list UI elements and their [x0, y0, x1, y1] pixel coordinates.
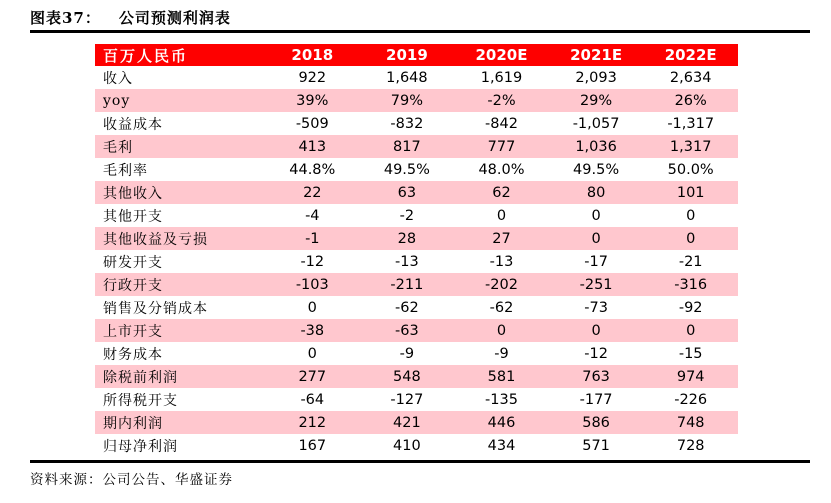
cell-value: 2,093 [575, 69, 617, 86]
cell-value: 0 [496, 322, 507, 339]
cell-value: 1,648 [386, 69, 428, 86]
row-label: 财务成本 [103, 346, 163, 363]
row-label: 上市开支 [103, 323, 163, 340]
cell-value: -62 [489, 299, 514, 316]
cell-value: -2 [399, 207, 415, 224]
cell-value: -73 [584, 299, 608, 316]
cell-value: -13 [395, 253, 419, 270]
cell-value: 48.0% [478, 161, 525, 178]
cell-value: 27 [492, 230, 511, 247]
cell-value: -1,317 [667, 115, 715, 132]
source-note [30, 468, 233, 488]
cell-value: 79% [390, 92, 423, 109]
cell-value: 421 [393, 414, 421, 431]
cell-value: -103 [295, 276, 329, 293]
cell-value: 167 [298, 437, 327, 454]
figure-number-label: 图表37： [30, 9, 101, 27]
table-row [95, 227, 738, 250]
cell-value: 728 [676, 437, 705, 454]
cell-value: 277 [298, 368, 327, 385]
cell-value: 26% [674, 92, 707, 109]
cell-value: -251 [579, 276, 613, 293]
row-label: 销售及分销成本 [103, 300, 208, 317]
cell-value: 817 [393, 138, 421, 155]
cell-value: 410 [393, 437, 421, 454]
cell-value: -62 [395, 299, 419, 316]
cell-value: 0 [591, 230, 601, 247]
cell-value: -12 [584, 345, 608, 362]
cell-value: -17 [584, 253, 608, 270]
bottom-rule [30, 460, 810, 463]
cell-value: 62 [492, 184, 511, 201]
cell-value: -12 [300, 253, 325, 270]
row-label: 收入 [103, 70, 133, 87]
table-row [95, 181, 738, 204]
row-label: 行政开支 [103, 277, 163, 294]
year-column-header: 2020E [454, 44, 549, 66]
row-label: 归母净利润 [103, 438, 178, 455]
cell-value: 434 [487, 437, 516, 454]
table-row [95, 158, 738, 181]
table-row [95, 135, 738, 158]
row-label: 期内利润 [103, 415, 163, 432]
cell-value: 763 [582, 368, 610, 385]
cell-value: 63 [397, 184, 417, 201]
source-prefix: 资料来源： [30, 472, 103, 488]
cell-value: -832 [390, 115, 424, 132]
cell-value: 29% [579, 92, 613, 109]
cell-value: 446 [487, 414, 516, 431]
table-row [95, 273, 738, 296]
table-row [95, 365, 738, 388]
figure-caption [30, 7, 231, 28]
table-header-row [95, 44, 738, 66]
year-column-header: 2021E [549, 44, 644, 66]
profit-forecast-table [95, 44, 738, 457]
table-row [95, 342, 738, 365]
cell-value: 586 [582, 414, 610, 431]
cell-value: -842 [485, 115, 518, 132]
cell-value: 0 [686, 207, 696, 224]
table-body [95, 66, 738, 457]
cell-value: -13 [489, 253, 514, 270]
cell-value: 0 [307, 299, 317, 316]
cell-value: -316 [674, 276, 708, 293]
figure-title: 公司预测利润表 [118, 9, 231, 27]
cell-value: 0 [591, 207, 601, 224]
cell-value: -9 [399, 345, 415, 362]
row-label: 其他收入 [103, 185, 163, 202]
cell-value: 581 [487, 368, 516, 385]
cell-value: -509 [295, 115, 329, 132]
cell-value: 2,634 [669, 69, 712, 86]
table-row [95, 250, 738, 273]
row-label: 所得税开支 [103, 392, 178, 409]
row-label: 其他收益及亏损 [103, 231, 208, 248]
cell-value: -211 [390, 276, 424, 293]
table-row [95, 204, 738, 227]
cell-value: -1,057 [572, 115, 620, 132]
table-row [95, 112, 738, 135]
cell-value: 413 [298, 138, 327, 155]
row-label: 毛利率 [103, 162, 148, 179]
cell-value: 44.8% [289, 161, 336, 178]
cell-value: -1 [305, 230, 320, 247]
row-label: 毛利 [103, 139, 133, 156]
cell-value: -177 [579, 391, 613, 408]
cell-value: -226 [674, 391, 708, 408]
row-label: 收益成本 [103, 116, 163, 133]
cell-value: -9 [494, 345, 509, 362]
cell-value: 748 [676, 414, 705, 431]
cell-value: 1,036 [575, 138, 617, 155]
year-column-header: 2022E [643, 44, 738, 66]
unit-column-header: 百万人民币 [95, 44, 265, 66]
cell-value: 0 [686, 230, 696, 247]
cell-value: -2% [487, 92, 516, 109]
cell-value: -135 [485, 391, 518, 408]
cell-value: 777 [487, 138, 516, 155]
cell-value: -92 [678, 299, 703, 316]
cell-value: -21 [678, 253, 703, 270]
cell-value: 49.5% [383, 161, 430, 178]
cell-value: 922 [298, 69, 327, 86]
cell-value: 974 [676, 368, 705, 385]
row-label: 其他开支 [103, 208, 163, 225]
cell-value: 39% [296, 92, 329, 109]
cell-value: 101 [676, 184, 705, 201]
cell-value: -15 [678, 345, 703, 362]
source-text: 公司公告、华盛证券 [102, 472, 233, 488]
table-row [95, 434, 738, 457]
table-row [95, 66, 738, 89]
cell-value: -63 [395, 322, 419, 339]
cell-value: 0 [496, 207, 507, 224]
table-row [95, 89, 738, 112]
table-row [95, 319, 738, 342]
cell-value: 0 [591, 322, 601, 339]
table-row [95, 388, 738, 411]
top-rule [30, 30, 810, 33]
cell-value: -4 [305, 207, 320, 224]
cell-value: 28 [397, 230, 417, 247]
cell-value: 0 [686, 322, 696, 339]
row-label: 除税前利润 [103, 369, 178, 386]
cell-value: 0 [307, 345, 317, 362]
cell-value: 548 [393, 368, 421, 385]
row-label: yoy [103, 92, 131, 109]
cell-value: 212 [298, 414, 327, 431]
row-label: 研发开支 [103, 254, 163, 271]
cell-value: -127 [390, 391, 424, 408]
cell-value: -38 [300, 322, 325, 339]
cell-value: 1,619 [480, 69, 523, 86]
year-column-header: 2018 [265, 44, 360, 66]
table-row [95, 411, 738, 434]
cell-value: 49.5% [573, 161, 620, 178]
cell-value: -64 [300, 391, 325, 408]
cell-value: 50.0% [667, 161, 714, 178]
cell-value: 80 [586, 184, 606, 201]
cell-value: 1,317 [669, 138, 712, 155]
cell-value: 571 [582, 437, 610, 454]
cell-value: -202 [485, 276, 518, 293]
cell-value: 22 [303, 184, 322, 201]
table-header [95, 44, 738, 66]
table-row [95, 296, 738, 319]
year-column-header: 2019 [360, 44, 455, 66]
